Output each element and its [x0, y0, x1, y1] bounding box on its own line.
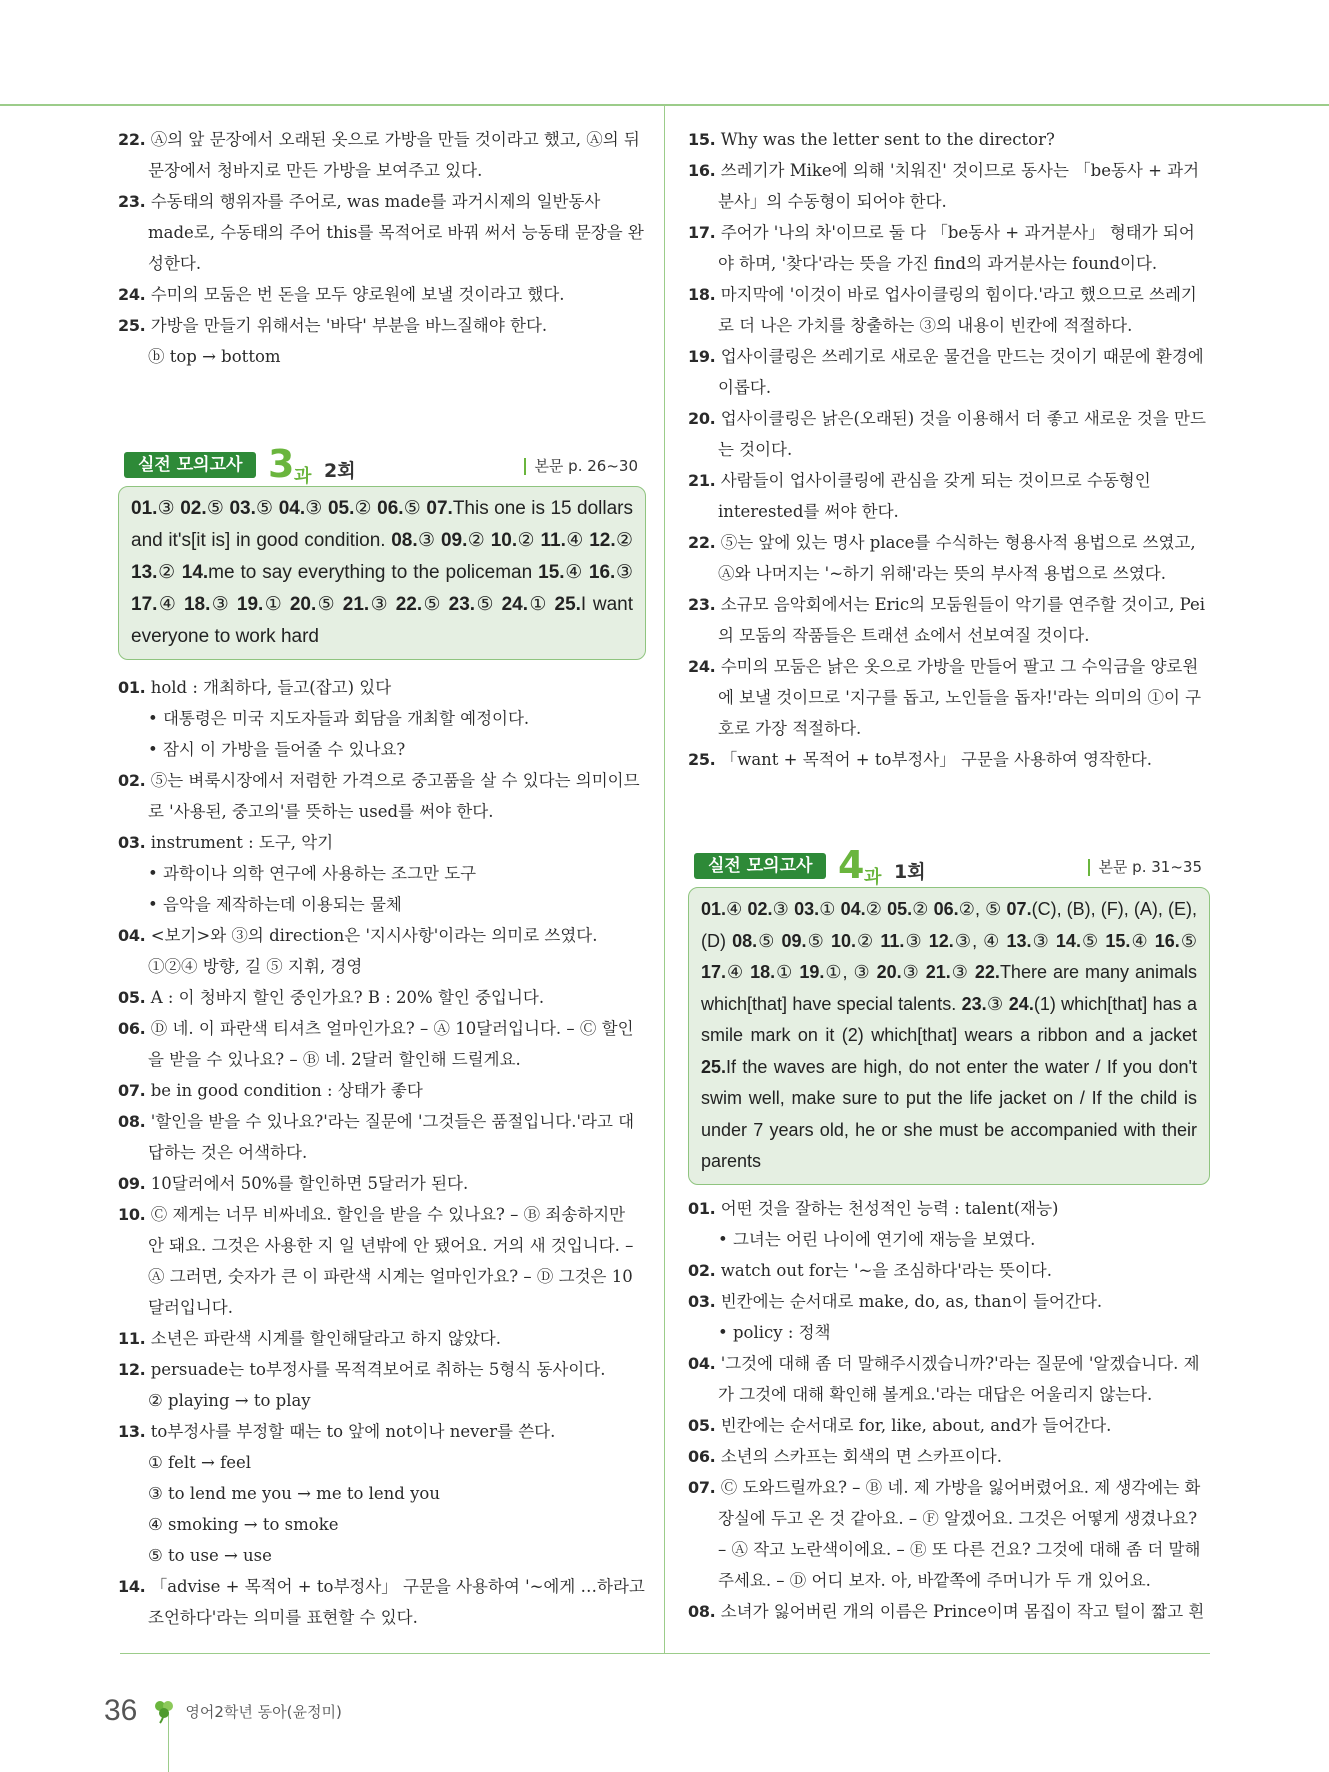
answer-value: ② [467, 530, 486, 551]
answer-entry [748, 899, 789, 919]
item-number: 03. [118, 833, 146, 852]
answer-entry [831, 931, 874, 951]
answer-entry [929, 931, 1001, 951]
left-column [118, 124, 646, 1633]
answer-entry [441, 530, 485, 551]
answer-value: ① [819, 899, 836, 919]
section-badge: 실전 모의고사 [124, 452, 256, 478]
item-number: 10. [118, 1205, 146, 1224]
answer-value: ④ [726, 899, 743, 919]
answer-number: 18. [750, 962, 776, 982]
explanation-item [688, 1193, 1210, 1224]
answer-number: 15. [1105, 930, 1131, 951]
answer-entry [841, 899, 882, 919]
item-number: 07. [688, 1477, 716, 1497]
item-number: 01. [118, 678, 146, 697]
item-text: hold : 개최하다, 들고(잡고) 있다 [145, 678, 392, 697]
explanation-item [118, 1168, 646, 1199]
answer-entry [237, 594, 283, 615]
explanation-item [688, 341, 1210, 403]
item-number: 15. [688, 130, 716, 149]
answer-entry [290, 594, 336, 615]
answer-box [688, 887, 1210, 1185]
item-subline: ① felt → feel [148, 1453, 252, 1472]
item-text: Ⓐ의 앞 문장에서 오래된 옷으로 가방을 만들 것이라고 했고, Ⓐ의 뒤 문장에서 청바지로 만든 가방을 보여주고 있다. [145, 130, 640, 180]
item-subline: • policy : 정책 [718, 1322, 831, 1342]
answer-number: 20. [876, 962, 902, 982]
item-text: 업사이클링은 낡은(오래된) 것을 이용해서 더 좋고 새로운 것을 만드는 것이다. [715, 409, 1206, 459]
answer-value: ⑤ [403, 498, 421, 519]
item-number: 20. [688, 409, 716, 428]
right-column [688, 124, 1210, 1627]
explanation-item [118, 920, 646, 951]
item-text: 마지막에 '이것이 바로 업사이클링의 힘이다.'라고 했으므로 쓰레기로 더 나은 가치를 창출하는 ③의 내용이 빈칸에 적절하다. [715, 285, 1197, 335]
answer-value: ④ [1130, 930, 1149, 951]
item-number: 22. [118, 130, 146, 149]
answer-number: 13. [1006, 930, 1032, 951]
explanation-item [688, 1472, 1210, 1596]
item-number: 06. [688, 1446, 716, 1466]
section4-explanations [688, 1193, 1210, 1627]
item-text: ⑤는 앞에 있는 명사 place를 수식하는 형용사적 용법으로 쓰였고, Ⓐ와 나머지는 '~하기 위해'라는 뜻의 부사적 용법으로 쓰였다. [715, 533, 1196, 583]
item-number: 22. [688, 533, 716, 552]
round-label: 1회 [894, 861, 926, 883]
explanation-item [118, 279, 646, 310]
item-number: 02. [688, 1260, 716, 1280]
answer-number: 02. [747, 899, 773, 919]
answer-value: ② [615, 530, 634, 551]
item-number: 08. [688, 1601, 716, 1621]
explanation-item [118, 1323, 646, 1354]
item-subline: ①②④ 방향, 길 ⑤ 지휘, 경영 [148, 957, 363, 976]
answer-number: 10. [830, 930, 856, 951]
answer-number: 10. [490, 530, 518, 551]
explanation-item [118, 1416, 646, 1447]
answer-entry [589, 530, 633, 551]
explanation-item [118, 1075, 646, 1106]
item-number: 24. [688, 657, 716, 676]
clover-leaf-icon [151, 1698, 177, 1724]
item-number: 12. [118, 1360, 146, 1379]
explanation-item [118, 1571, 646, 1633]
answer-number: 17. [131, 594, 158, 615]
lesson-suffix: 과 [294, 466, 312, 487]
answer-value: (1) which[that] has a smile mark on it (2) which[that] wears a ribbon and a jacket [701, 993, 1197, 1045]
answer-value: There are many animals which[that] have special talents. [701, 962, 1197, 1014]
item-number: 25. [688, 750, 716, 769]
item-number: 01. [688, 1198, 716, 1218]
answer-entry [491, 530, 535, 551]
answer-box [118, 486, 646, 660]
item-text: ⑤는 벼룩시장에서 저렴한 가격으로 중고품을 살 수 있다는 의미이므로 '사용된, 중고의'를 뜻하는 used를 써야 한다. [145, 771, 640, 821]
section-badge: 실전 모의고사 [694, 853, 826, 879]
item-subline: ③ to lend me you → me to lend you [148, 1484, 440, 1503]
answer-entry [131, 498, 175, 519]
section4-header [688, 843, 1210, 888]
answer-number: 09. [440, 530, 468, 551]
book-title: 영어2학년 동아(윤정미) [185, 1702, 342, 1721]
answer-value: ③ [615, 562, 633, 583]
answer-number: 05. [327, 498, 355, 519]
answer-value: ⑤ [206, 498, 225, 519]
item-number: 08. [118, 1112, 146, 1131]
item-number: 03. [688, 1291, 716, 1311]
answer-value: This one is 15 dollars and it's[it is] in good condition. [131, 498, 634, 551]
explanation-item [118, 1354, 646, 1385]
item-text: 빈칸에는 순서대로 for, like, about, and가 들어간다. [715, 1415, 1112, 1435]
answer-entry [377, 498, 421, 519]
explanation-item [118, 310, 646, 341]
answer-number: 11. [880, 930, 905, 951]
answer-entry [343, 594, 389, 615]
item-text: 수미의 모둠은 낡은 옷으로 가방을 만들어 팔고 그 수익금을 양로원에 보낼 것이므로 '지구를 돕고, 노인들을 돕자!'라는 의미의 ①이 구호로 가장 적절하다. [715, 657, 1202, 738]
item-number: 05. [688, 1415, 716, 1435]
answer-entry [502, 594, 548, 615]
explanation-item [688, 589, 1210, 651]
explanation-item [118, 1106, 646, 1168]
answer-number: 07. [426, 498, 453, 519]
answer-value: ③ [904, 930, 923, 951]
answer-entry [1155, 931, 1197, 951]
answer-entry [799, 962, 870, 982]
answer-entry [701, 899, 742, 919]
item-number: 19. [688, 347, 716, 366]
answer-entry [538, 562, 583, 583]
answer-value: ③ [157, 498, 175, 519]
item-number: 11. [118, 1329, 146, 1348]
item-number: 24. [118, 285, 146, 304]
item-subline: ⓑ top → bottom [148, 347, 281, 366]
item-number: 14. [118, 1577, 146, 1596]
answer-value: ① [775, 962, 794, 982]
answer-value: ② [354, 498, 372, 519]
answer-value: ① [527, 594, 548, 615]
page-reference: 본문 p. 31~35 [1088, 859, 1202, 876]
answer-entry [279, 498, 323, 519]
answer-value: ③ [369, 594, 389, 615]
item-subline: • 대통령은 미국 지도자들과 회담을 개최할 예정이다. [148, 709, 530, 728]
item-number: 21. [688, 471, 716, 490]
answer-number: 20. [289, 594, 317, 615]
item-text: 빈칸에는 순서대로 make, do, as, than이 들어간다. [715, 1291, 1103, 1311]
explanation-item [688, 1348, 1210, 1410]
answer-value: ④ [565, 530, 584, 551]
answer-number: 23. [448, 594, 476, 615]
explanation-item [118, 672, 646, 703]
answer-value: ② [517, 530, 535, 551]
item-text: 사람들이 업사이클링에 관심을 갖게 되는 것이므로 수동형인 interested를 써야 한다. [715, 471, 1151, 521]
lesson-suffix: 과 [864, 867, 882, 888]
answer-number: 14. [1055, 930, 1081, 951]
answer-entry [887, 899, 928, 919]
item-subline: ⑤ to use → use [148, 1546, 272, 1565]
answer-entry [589, 562, 633, 583]
answer-number: 09. [781, 930, 807, 951]
answer-value: ⑤ [475, 594, 495, 615]
explanation-item [688, 651, 1210, 744]
page-number: 36 [104, 1694, 138, 1727]
answer-entry [1007, 931, 1050, 951]
answer-number: 01. [131, 498, 158, 519]
answer-entry [750, 962, 793, 982]
item-text: 「want + 목적어 + to부정사」 구문을 사용하여 영작한다. [715, 750, 1153, 769]
answer-value: ⑤ [255, 498, 274, 519]
item-number: 23. [688, 595, 716, 614]
answer-value: ⑤ [422, 594, 442, 615]
answer-number: 17. [701, 962, 727, 982]
explanation-item [688, 217, 1210, 279]
item-subline: • 음악을 제작하는데 이용되는 물체 [148, 895, 402, 914]
answer-entry [1105, 931, 1148, 951]
item-text: Ⓒ 도와드릴까요? – Ⓑ 네. 제 가방을 잃어버렸어요. 제 생각에는 화장실에 두고 온 것 같아요. – Ⓕ 알겠어요. 그것은 어떻게 생겼나요? – Ⓐ 작고 노란색이에요. – Ⓔ 또 다른 건요? 그것에 대해 좀 더 말해주세요. – Ⓓ 어디 보자. 아, 바깥쪽에 주머니가 두 개 있어요. [715, 1477, 1201, 1590]
round-label: 2회 [324, 460, 356, 482]
answer-entry [782, 931, 825, 951]
item-text: <보기>와 ③의 direction은 '지시사항'이라는 의미로 쓰였다. [145, 926, 598, 945]
explanation-item [688, 403, 1210, 465]
item-number: 07. [118, 1081, 146, 1100]
item-text: 주어가 '나의 차'이므로 둘 다 「be동사 + 과거분사」 형태가 되어야 하며, '찾다'라는 뜻을 가진 find의 과거분사는 found이다. [715, 223, 1195, 273]
answer-value: ① [263, 594, 284, 615]
item-number: 18. [688, 285, 716, 304]
page-footer [104, 1694, 342, 1728]
explanation-item [118, 124, 646, 186]
item-text: persuade는 to부정사를 목적격보어로 취하는 5형식 동사이다. [145, 1360, 606, 1379]
answer-number: 04. [278, 498, 306, 519]
answer-entry [701, 962, 744, 982]
answer-value: ② [865, 899, 882, 919]
item-text: Ⓓ 네. 이 파란색 티셔츠 얼마인가요? – Ⓐ 10달러입니다. – Ⓒ 할인을 받을 수 있나요? – Ⓑ 네. 2달러 할인해 드릴게요. [145, 1019, 634, 1069]
answer-number: 25. [554, 594, 581, 615]
answer-value: ④ [726, 962, 745, 982]
answer-entry [229, 498, 273, 519]
answer-value: ②, ⑤ [958, 899, 1002, 919]
item-text: Ⓒ 제게는 너무 비싸네요. 할인을 받을 수 있나요? – Ⓑ 죄송하지만 안 돼요. 그것은 사용한 지 일 년밖에 안 됐어요. 거의 새 것입니다. – Ⓐ 그러면, 숫자가 큰 이 파란색 시계는 얼마인가요? – Ⓓ 그것은 10달러입니다. [145, 1205, 634, 1317]
explanation-item [688, 465, 1210, 527]
answer-value: ⑤ [806, 930, 825, 951]
answer-number: 23. [961, 993, 987, 1014]
answer-number: 03. [794, 899, 820, 919]
answer-value: ④ [157, 594, 178, 615]
item-text: 수동태의 행위자를 주어로, was made를 과거시제의 일반동사 made로, 수동태의 주어 this를 목적어로 바꿔 써서 능동태 문장을 완성한다. [145, 192, 644, 273]
answer-value: ⑤ [757, 930, 776, 951]
answer-number: 03. [229, 498, 256, 519]
item-text: 수미의 모둠은 번 돈을 모두 양로원에 보낼 것이라고 했다. [145, 285, 565, 304]
answer-number: 07. [1006, 899, 1032, 919]
answer-number: 22. [395, 594, 423, 615]
answer-number: 16. [588, 562, 616, 583]
answer-value: ③, ④ [953, 930, 1001, 951]
answer-entry [184, 594, 230, 615]
answer-value: ⑤ [1080, 930, 1100, 951]
answer-value: If the waves are high, do not enter the water / If you don't swim well, make sure to put the life jacket on / If the child is under 7 years old, he or she must be accompanied with their parents [701, 1056, 1197, 1171]
item-text: 가방을 만들기 위해서는 '바닥' 부분을 바느질해야 한다. [145, 316, 548, 335]
explanation-item [688, 1255, 1210, 1286]
answer-entry [131, 594, 177, 615]
answer-value: ④ [564, 562, 583, 583]
answer-value: ③ [210, 594, 231, 615]
explanation-item [688, 744, 1210, 775]
item-text: 어떤 것을 잘하는 천성적인 능력 : talent(재능) [715, 1198, 1059, 1218]
explanation-item [118, 1013, 646, 1075]
answer-number: 12. [928, 930, 954, 951]
explanation-item [688, 1286, 1210, 1317]
explanation-item [688, 124, 1210, 155]
item-subline: ④ smoking → to smoke [148, 1515, 339, 1534]
item-text: '그것에 대해 좀 더 말해주시겠습니까?'라는 질문에 '알겠습니다. 제가 그것에 대해 확인해 볼게요.'라는 대답은 어울리지 않는다. [715, 1353, 1200, 1404]
explanation-item [118, 765, 646, 827]
answer-number: 14. [181, 562, 209, 583]
answer-value: ② [912, 899, 929, 919]
column-divider [664, 104, 665, 1654]
page-reference: 본문 p. 26~30 [524, 458, 638, 475]
answer-entry [880, 931, 922, 951]
answer-value: ③ [305, 498, 323, 519]
item-number: 05. [118, 988, 146, 1007]
answer-entry [1056, 931, 1099, 951]
answer-value: ③ [417, 530, 436, 551]
item-number: 04. [688, 1353, 716, 1373]
answer-value: ③ [1031, 930, 1050, 951]
explanation-item [688, 527, 1210, 589]
answer-entry [877, 962, 920, 982]
explanation-item [118, 982, 646, 1013]
item-text: 「advise + 목적어 + to부정사」 구문을 사용하여 '~에게 …하라고 조언하다'라는 의미를 표현할 수 있다. [145, 1577, 645, 1627]
answer-value: ② [855, 930, 875, 951]
answer-entry [541, 530, 584, 551]
lesson-number: 4 [838, 843, 865, 887]
answer-value: ⑤ [1179, 930, 1198, 951]
explanation-item [688, 1596, 1210, 1627]
item-text: 업사이클링은 쓰레기로 새로운 물건을 만드는 것이기 때문에 환경에 이롭다. [715, 347, 1204, 397]
item-number: 16. [688, 161, 716, 180]
answer-number: 16. [1154, 930, 1180, 951]
section2-explanations-end [118, 124, 646, 372]
answer-value: ② [157, 562, 176, 583]
answer-number: 13. [131, 562, 158, 583]
item-number: 25. [118, 316, 146, 335]
explanation-item [688, 155, 1210, 217]
item-subline: • 그녀는 어린 나이에 연기에 재능을 보였다. [718, 1229, 1036, 1249]
explanation-item [688, 1410, 1210, 1441]
answer-value: ⑤ [316, 594, 337, 615]
bottom-rule [120, 1653, 1210, 1654]
item-number: 09. [118, 1174, 146, 1193]
answer-number: 08. [732, 930, 758, 951]
item-subline: • 잠시 이 가방을 들어줄 수 있나요? [148, 740, 406, 759]
answer-value: (C), (B), (F), (A), (E), (D) [701, 899, 1197, 951]
answer-number: 06. [933, 899, 959, 919]
answer-value: ③ [950, 962, 969, 982]
answer-value: I want everyone to work hard [131, 594, 634, 647]
item-text: 소년은 파란색 시계를 할인해달라고 하지 않았다. [145, 1329, 501, 1348]
item-number: 23. [118, 192, 146, 211]
answer-entry [732, 931, 775, 951]
item-subline: ② playing → to play [148, 1391, 311, 1410]
section3-explanations-cont [688, 124, 1210, 775]
item-number: 02. [118, 771, 146, 790]
answer-entry [934, 899, 1002, 919]
item-number: 04. [118, 926, 146, 945]
answer-entry [391, 530, 435, 551]
answer-number: 15. [538, 562, 565, 583]
lesson-number: 3 [268, 442, 295, 486]
answer-number: 11. [540, 530, 566, 551]
item-number: 06. [118, 1019, 146, 1038]
item-text: 쓰레기가 Mike에 의해 '치워진' 것이므로 동사는 「be동사 + 과거분사」의 수동형이 되어야 한다. [715, 161, 1200, 211]
item-text: Why was the letter sent to the director? [715, 130, 1055, 149]
item-text: 소규모 음악회에서는 Eric의 모둠원들이 악기를 연주할 것이고, Pei의 모둠의 작품들은 트래션 쇼에서 선보여질 것이다. [715, 595, 1206, 645]
item-text: watch out for는 '~을 조심하다'라는 뜻이다. [715, 1260, 1052, 1280]
item-text: to부정사를 부정할 때는 to 앞에 not이나 never를 쓴다. [145, 1422, 556, 1441]
answer-number: 21. [925, 962, 951, 982]
answer-number: 25. [701, 1056, 727, 1077]
answer-entry [328, 498, 372, 519]
item-text: '할인을 받을 수 있나요?'라는 질문에 '그것들은 품절입니다.'라고 대답하는 것은 어색하다. [145, 1112, 635, 1162]
answer-number: 04. [840, 899, 866, 919]
item-number: 13. [118, 1422, 146, 1441]
item-subline: • 과학이나 의학 연구에 사용하는 조그만 도구 [148, 864, 477, 883]
answer-value: ③ [986, 993, 1004, 1014]
answer-value: ③ [772, 899, 789, 919]
explanation-item [118, 827, 646, 858]
answer-entry [182, 562, 532, 583]
item-text: 10달러에서 50%를 할인하면 5달러가 된다. [145, 1174, 469, 1193]
answer-number: 19. [799, 962, 825, 982]
answer-number: 22. [974, 962, 1000, 982]
answer-number: 18. [183, 594, 211, 615]
answer-number: 01. [701, 899, 727, 919]
answer-entry [449, 594, 495, 615]
answer-number: 21. [342, 594, 370, 615]
explanation-item [688, 1441, 1210, 1472]
answer-number: 24. [501, 594, 528, 615]
answer-number: 08. [391, 530, 418, 551]
explanation-item [118, 186, 646, 279]
answer-value: ①, ③ [824, 962, 871, 982]
answer-entry [701, 1057, 1197, 1172]
explanation-item [118, 1199, 646, 1323]
answer-entry [926, 962, 969, 982]
answer-entry [962, 994, 1004, 1014]
explanation-item [688, 279, 1210, 341]
answer-number: 05. [887, 899, 913, 919]
answer-number: 02. [180, 498, 207, 519]
answer-number: 06. [377, 498, 404, 519]
answer-entry [131, 562, 176, 583]
answer-value: me to say everything to the policeman [208, 562, 533, 583]
item-text: instrument : 도구, 악기 [145, 833, 334, 852]
item-text: 소녀가 잃어버린 개의 이름은 Prince이며 몸집이 작고 털이 짧고 흰 [715, 1601, 1205, 1621]
answer-number: 12. [589, 530, 616, 551]
item-text: A : 이 청바지 할인 중인가요? B : 20% 할인 중입니다. [145, 988, 545, 1007]
item-number: 17. [688, 223, 716, 242]
item-text: be in good condition : 상태가 좋다 [145, 1081, 423, 1100]
answer-value: ③ [901, 962, 920, 982]
section3-explanations [118, 672, 646, 1633]
answer-entry [180, 498, 224, 519]
section3-header [118, 442, 646, 487]
answer-entry [396, 594, 442, 615]
answer-number: 19. [236, 594, 264, 615]
answer-entry [794, 899, 835, 919]
item-text: 소년의 스카프는 회색의 면 스카프이다. [715, 1446, 1002, 1466]
answer-number: 24. [1008, 993, 1034, 1014]
